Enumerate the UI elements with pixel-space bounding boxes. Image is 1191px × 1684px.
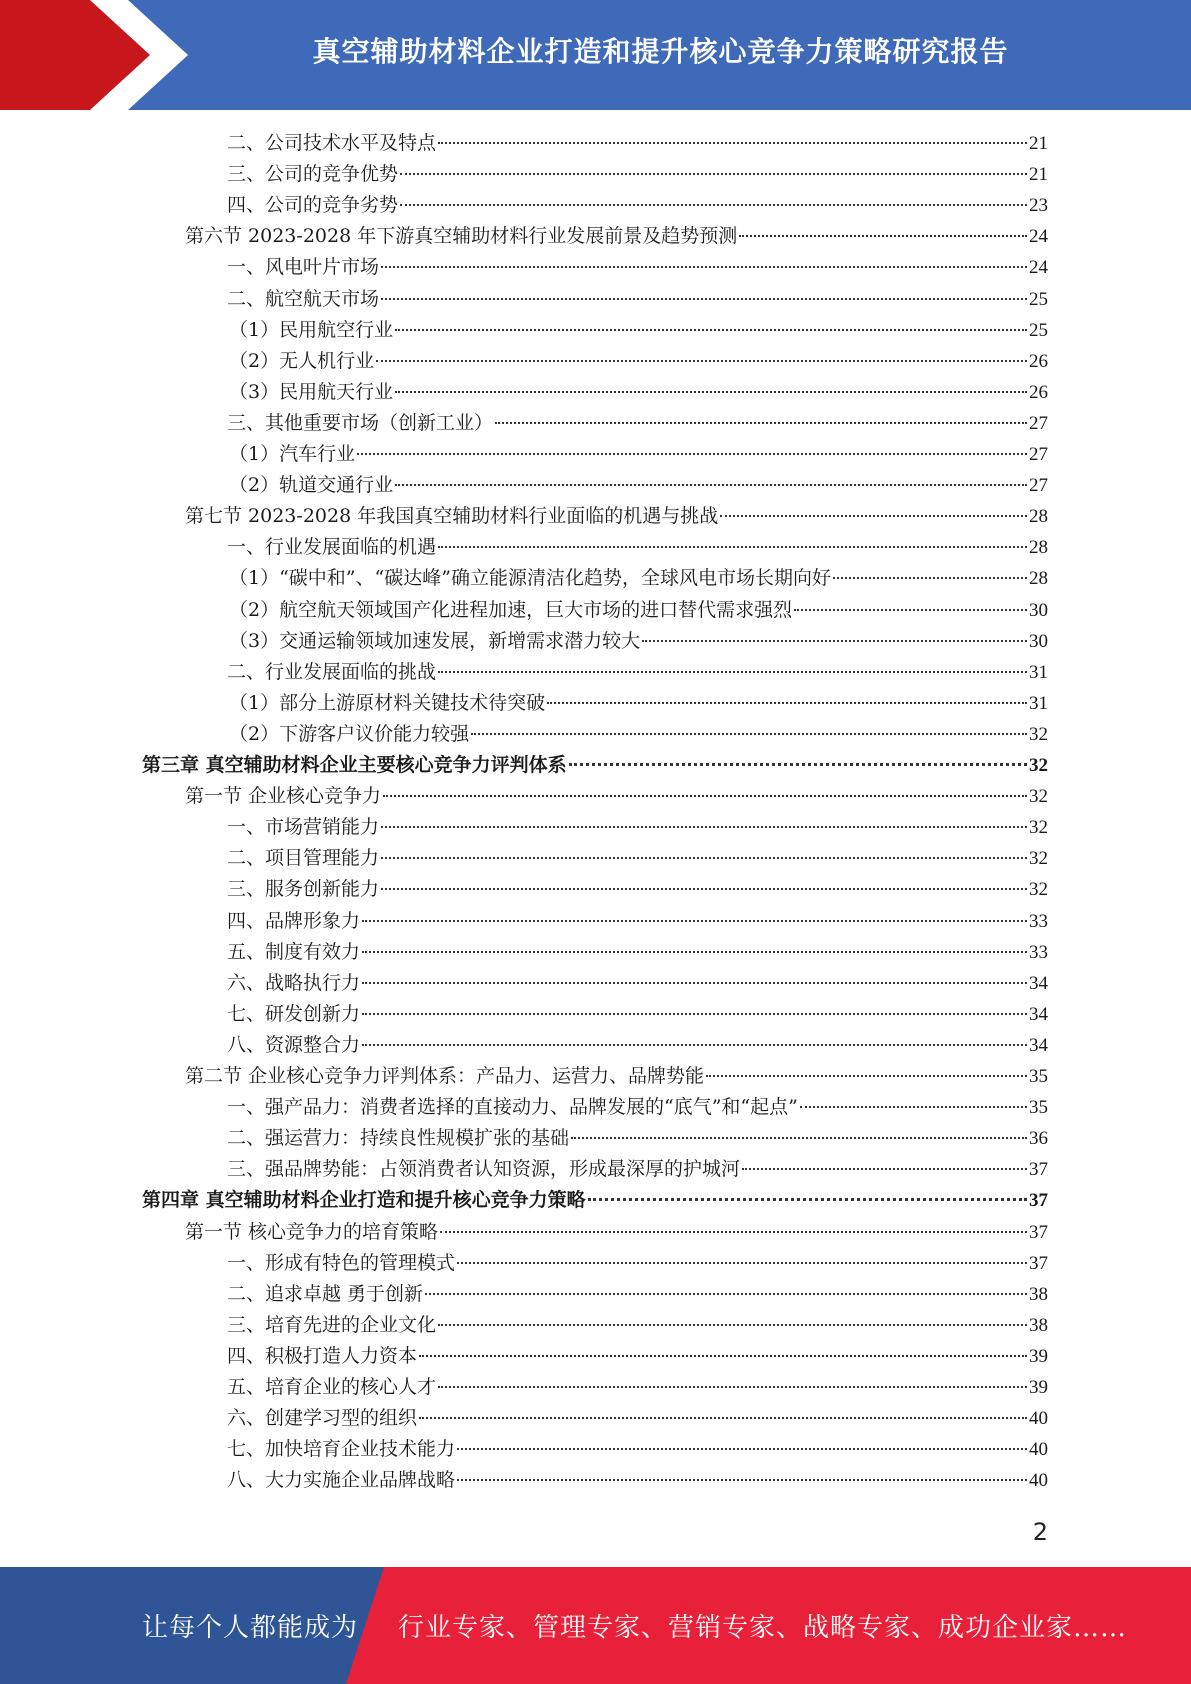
toc-dot-leader bbox=[440, 1231, 1027, 1233]
toc-entry-page: 34 bbox=[1029, 1003, 1048, 1025]
toc-dot-leader bbox=[362, 1044, 1027, 1046]
toc-entry-item[interactable] bbox=[227, 843, 1048, 874]
toc-entry-item[interactable] bbox=[227, 408, 1048, 439]
toc-entry-page: 32 bbox=[1029, 817, 1048, 839]
toc-dot-leader bbox=[362, 982, 1027, 984]
toc-dot-leader bbox=[383, 795, 1027, 797]
toc-entry-page: 26 bbox=[1029, 350, 1048, 372]
toc-entry-title: （2）轨道交通行业 bbox=[229, 474, 394, 497]
toc-dot-leader bbox=[381, 826, 1027, 828]
toc-dot-leader bbox=[362, 920, 1027, 922]
toc-entry-title: 第四章 真空辅助材料企业打造和提升核心竞争力策略 bbox=[142, 1189, 586, 1212]
toc-entry-section[interactable] bbox=[185, 781, 1048, 812]
toc-entry-item[interactable] bbox=[227, 968, 1048, 999]
toc-entry-item[interactable] bbox=[227, 128, 1048, 159]
toc-entry-item[interactable] bbox=[227, 1403, 1048, 1434]
toc-dot-leader bbox=[571, 1137, 1027, 1139]
page-header bbox=[0, 0, 1191, 110]
toc-entry-title: 二、项目管理能力 bbox=[227, 847, 380, 870]
toc-entry-page: 32 bbox=[1029, 848, 1048, 870]
toc-entry-title: （1）汽车行业 bbox=[229, 443, 356, 465]
toc-entry-title: 一、市场营销能力 bbox=[227, 816, 380, 839]
toc-dot-leader bbox=[457, 1479, 1027, 1481]
toc-entry-page: 36 bbox=[1029, 1128, 1048, 1150]
toc-dot-leader bbox=[395, 391, 1027, 393]
toc-entry-item[interactable] bbox=[227, 937, 1048, 968]
toc-entry-page: 33 bbox=[1029, 941, 1048, 963]
toc-entry-page: 24 bbox=[1029, 257, 1048, 279]
toc-entry-page: 40 bbox=[1029, 1470, 1048, 1492]
toc-dot-leader bbox=[381, 266, 1027, 268]
toc-entry-page: 24 bbox=[1029, 226, 1048, 248]
toc-entry-page: 32 bbox=[1029, 786, 1048, 808]
toc-entry-page: 30 bbox=[1029, 599, 1048, 621]
toc-entry-page: 23 bbox=[1029, 195, 1048, 217]
toc-dot-leader bbox=[833, 577, 1027, 579]
toc-entry-title: 八、大力实施企业品牌战略 bbox=[227, 1469, 456, 1492]
toc-entry-page: 37 bbox=[1029, 1221, 1048, 1243]
page-footer bbox=[0, 1567, 1191, 1684]
toc-entry-title: 八、资源整合力 bbox=[227, 1033, 361, 1056]
toc-entry-page: 38 bbox=[1029, 1314, 1048, 1336]
toc-dot-leader bbox=[381, 857, 1027, 859]
toc-dot-leader bbox=[419, 1355, 1027, 1357]
toc-entry-title: 五、制度有效力 bbox=[227, 940, 361, 963]
toc-entry-title: 四、公司的竞争劣势 bbox=[227, 194, 399, 217]
toc-entry-page: 34 bbox=[1029, 1034, 1048, 1056]
toc-entry-title: 七、研发创新力 bbox=[227, 1002, 361, 1025]
toc-entry-title: 六、创建学习型的组织 bbox=[227, 1407, 418, 1430]
toc-dot-leader bbox=[471, 733, 1027, 735]
toc-entry-item[interactable] bbox=[227, 1092, 1048, 1123]
toc-entry-item[interactable] bbox=[227, 999, 1048, 1030]
toc-entry-page: 34 bbox=[1029, 972, 1048, 994]
toc-entry-chapter[interactable] bbox=[142, 1185, 1048, 1216]
toc-dot-leader bbox=[794, 609, 1027, 611]
toc-dot-leader bbox=[457, 1448, 1027, 1450]
toc-entry-title: （3）民用航天行业 bbox=[229, 380, 394, 403]
toc-entry-title: 第二节 企业核心竞争力评判体系：产品力、运营力、品牌势能 bbox=[185, 1065, 705, 1087]
toc-entry-page: 32 bbox=[1029, 879, 1048, 901]
toc-entry-chapter[interactable] bbox=[142, 750, 1048, 781]
report-title: 真空辅助材料企业打造和提升核心竞争力策略研究报告 bbox=[312, 35, 1009, 68]
toc-entry-title: 三、其他重要市场（创新工业） bbox=[227, 411, 494, 434]
footer-slogan-right: 行业专家、管理专家、营销专家、战略专家、成功企业家…… bbox=[398, 1613, 1128, 1643]
toc-entry-item[interactable] bbox=[227, 1154, 1048, 1185]
toc-entry-page: 25 bbox=[1029, 319, 1048, 341]
toc-dot-leader bbox=[457, 1262, 1027, 1264]
toc-dot-leader bbox=[706, 1075, 1027, 1077]
page-number: 2 bbox=[1032, 1518, 1048, 1546]
toc-entry-title: 四、积极打造人力资本 bbox=[227, 1344, 418, 1367]
toc-dot-leader bbox=[395, 484, 1027, 486]
toc-entry-title: （1）部分上游原材料关键技术待突破 bbox=[229, 691, 546, 714]
toc-entry-title: 七、加快培育企业技术能力 bbox=[227, 1438, 456, 1461]
toc-entry-sub[interactable] bbox=[229, 626, 1048, 657]
toc-entry-page: 25 bbox=[1029, 288, 1048, 310]
toc-entry-item[interactable] bbox=[227, 1465, 1048, 1496]
toc-entry-item[interactable] bbox=[227, 1030, 1048, 1061]
toc-entry-title: （1）民用航空行业 bbox=[229, 318, 394, 341]
toc-entry-page: 39 bbox=[1029, 1377, 1048, 1398]
toc-entry-page: 33 bbox=[1029, 910, 1048, 932]
toc-entry-sub[interactable] bbox=[229, 719, 1048, 750]
toc-entry-title: 五、培育企业的核心人才 bbox=[227, 1376, 437, 1398]
toc-entry-sub[interactable] bbox=[229, 563, 1048, 594]
toc-dot-leader bbox=[395, 329, 1027, 331]
toc-entry-title: 二、追求卓越 勇于创新 bbox=[227, 1282, 424, 1305]
toc-entry-item[interactable] bbox=[227, 1372, 1048, 1403]
toc-dot-leader bbox=[381, 888, 1027, 890]
toc-entry-title: （2）无人机行业 bbox=[229, 349, 375, 372]
toc-entry-page: 28 bbox=[1029, 537, 1048, 559]
toc-entry-item[interactable] bbox=[227, 1248, 1048, 1279]
toc-dot-leader bbox=[425, 1293, 1027, 1295]
toc-dot-leader bbox=[400, 204, 1027, 206]
toc-dot-leader bbox=[742, 1168, 1027, 1170]
toc-entry-page: 37 bbox=[1029, 1190, 1048, 1212]
toc-entry-title: 二、行业发展面临的挑战 bbox=[227, 660, 437, 683]
footer-slogan-left: 让每个人都能成为 bbox=[142, 1613, 359, 1643]
toc-entry-page: 40 bbox=[1029, 1439, 1048, 1461]
toc-entry-title: （1）“碳中和”、“碳达峰”确立能源清洁化趋势，全球风电市场长期向好 bbox=[229, 567, 831, 590]
toc-entry-item[interactable] bbox=[227, 252, 1048, 283]
toc-entry-title: 三、公司的竞争优势 bbox=[227, 163, 399, 186]
toc-entry-section[interactable] bbox=[185, 1061, 1048, 1092]
toc-dot-leader bbox=[569, 763, 1027, 766]
toc-entry-title: （3）交通运输领域加速发展，新增需求潜力较大 bbox=[229, 629, 641, 652]
toc-entry-title: 第六节 2023-2028 年下游真空辅助材料行业发展前景及趋势预测 bbox=[185, 225, 738, 248]
toc-entry-sub[interactable] bbox=[229, 315, 1048, 346]
toc-entry-sub[interactable] bbox=[229, 377, 1048, 408]
toc-entry-title: 二、公司技术水平及特点 bbox=[227, 132, 437, 154]
toc-entry-page: 31 bbox=[1029, 692, 1048, 714]
toc-entry-page: 27 bbox=[1029, 444, 1048, 465]
toc-dot-leader bbox=[362, 951, 1027, 953]
toc-entry-page: 32 bbox=[1029, 723, 1048, 745]
toc-entry-page: 38 bbox=[1029, 1283, 1048, 1305]
toc-entry-page: 31 bbox=[1029, 661, 1048, 683]
toc-entry-page: 30 bbox=[1029, 630, 1048, 652]
toc-entry-title: 一、风电叶片市场 bbox=[227, 256, 380, 279]
toc-entry-title: 第一节 企业核心竞争力 bbox=[185, 785, 382, 808]
toc-entry-title: 一、行业发展面临的机遇 bbox=[227, 536, 437, 559]
toc-entry-page: 37 bbox=[1029, 1252, 1048, 1274]
toc-entry-page: 27 bbox=[1029, 475, 1048, 497]
toc-dot-leader bbox=[381, 298, 1027, 300]
toc-entry-item[interactable] bbox=[227, 1279, 1048, 1310]
toc-entry-title: 第三章 真空辅助材料企业主要核心竞争力评判体系 bbox=[142, 754, 567, 776]
toc-entry-page: 35 bbox=[1029, 1097, 1048, 1119]
toc-entry-page: 21 bbox=[1029, 164, 1048, 186]
toc-entry-item[interactable] bbox=[227, 1123, 1048, 1154]
toc-dot-leader bbox=[642, 640, 1027, 642]
toc-entry-page: 35 bbox=[1029, 1066, 1048, 1087]
toc-entry-title: 一、强产品力：消费者选择的直接动力、品牌发展的“底气”和“起点” bbox=[227, 1096, 798, 1119]
toc-entry-item[interactable] bbox=[227, 906, 1048, 937]
toc-entry-item[interactable] bbox=[227, 812, 1048, 843]
toc-entry-item[interactable] bbox=[227, 190, 1048, 221]
toc-entry-item[interactable] bbox=[227, 1434, 1048, 1465]
toc-entry-sub[interactable] bbox=[229, 595, 1048, 626]
toc-entry-section[interactable] bbox=[185, 221, 1048, 252]
toc-entry-sub[interactable] bbox=[229, 346, 1048, 377]
toc-entry-sub[interactable] bbox=[229, 688, 1048, 719]
toc-dot-leader bbox=[419, 1417, 1027, 1419]
toc-entry-title: 三、服务创新能力 bbox=[227, 878, 380, 901]
toc-entry-page: 21 bbox=[1029, 133, 1048, 154]
toc-entry-item[interactable] bbox=[227, 532, 1048, 563]
toc-dot-leader bbox=[376, 360, 1027, 362]
toc-entry-page: 28 bbox=[1029, 506, 1048, 528]
toc-entry-title: （2）航空航天领域国产化进程加速，巨大市场的进口替代需求强烈 bbox=[229, 598, 793, 621]
toc-entry-title: 四、品牌形象力 bbox=[227, 909, 361, 932]
toc-entry-section[interactable] bbox=[185, 501, 1048, 532]
toc-dot-leader bbox=[495, 422, 1027, 424]
toc-entry-title: 第七节 2023-2028 年我国真空辅助材料行业面临的机遇与挑战 bbox=[185, 505, 719, 528]
toc-entry-page: 32 bbox=[1029, 755, 1048, 776]
toc-entry-title: 二、强运营力：持续良性规模扩张的基础 bbox=[227, 1127, 570, 1150]
toc-entry-title: 一、形成有特色的管理模式 bbox=[227, 1251, 456, 1274]
toc-dot-leader bbox=[438, 546, 1027, 548]
toc-entry-section[interactable] bbox=[185, 1217, 1048, 1248]
toc-entry-page: 39 bbox=[1029, 1345, 1048, 1367]
toc-dot-leader bbox=[357, 453, 1027, 455]
toc-dot-leader bbox=[438, 1324, 1027, 1326]
toc-dot-leader bbox=[547, 702, 1027, 704]
toc-entry-title: 三、培育先进的企业文化 bbox=[227, 1313, 437, 1336]
toc-entry-item[interactable] bbox=[227, 1341, 1048, 1372]
toc-dot-leader bbox=[438, 142, 1027, 144]
toc-entry-item[interactable] bbox=[227, 874, 1048, 905]
toc-entry-page: 40 bbox=[1029, 1408, 1048, 1430]
toc-entry-title: 二、航空航天市场 bbox=[227, 287, 380, 310]
toc-entry-title: 第一节 核心竞争力的培育策略 bbox=[185, 1220, 439, 1243]
toc-dot-leader bbox=[739, 235, 1027, 237]
toc-entry-item[interactable] bbox=[227, 159, 1048, 190]
toc-dot-leader bbox=[438, 1386, 1027, 1388]
toc-dot-leader bbox=[400, 173, 1027, 175]
toc-entry-title: （2）下游客户议价能力较强 bbox=[229, 722, 470, 745]
toc-entry-title: 六、战略执行力 bbox=[227, 971, 361, 994]
toc-dot-leader bbox=[362, 1013, 1027, 1015]
toc-dot-leader bbox=[438, 671, 1027, 673]
toc-entry-title: 三、强品牌势能：占领消费者认知资源，形成最深厚的护城河 bbox=[227, 1158, 741, 1181]
toc-entry-item[interactable] bbox=[227, 657, 1048, 688]
toc-entry-page: 26 bbox=[1029, 381, 1048, 403]
toc-dot-leader bbox=[720, 515, 1027, 517]
toc-dot-leader bbox=[588, 1198, 1027, 1201]
toc-entry-page: 28 bbox=[1029, 568, 1048, 590]
toc-entry-item[interactable] bbox=[227, 1310, 1048, 1341]
toc-entry-sub[interactable] bbox=[229, 470, 1048, 501]
toc-entry-page: 37 bbox=[1029, 1159, 1048, 1181]
toc-dot-leader bbox=[800, 1106, 1027, 1108]
toc-entry-item[interactable] bbox=[227, 284, 1048, 315]
toc-entry-sub[interactable] bbox=[229, 439, 1048, 470]
toc-entry-page: 27 bbox=[1029, 412, 1048, 434]
